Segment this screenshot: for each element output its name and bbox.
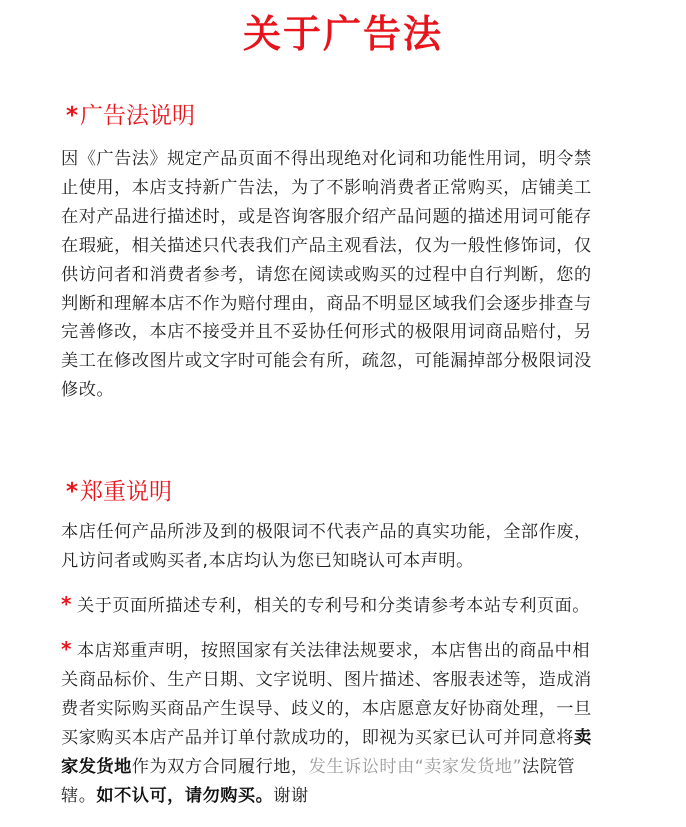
bold-seller-text: 卖	[573, 727, 592, 748]
solemn-heading	[66, 477, 172, 507]
paragraph-line: 美工在修改图片或文字时可能会有所，疏忽，可能漏掉部分极限词没	[61, 351, 592, 372]
star-icon: *	[66, 479, 79, 505]
paragraph-line: 判断和理解本店不作为赔付理由，商品不明显区域我们会逐步排查与	[61, 293, 592, 314]
patent-text: 关于页面所描述专利，相关的专利号和分类请参考本站专利页面。	[77, 596, 590, 616]
ad-law-paragraph	[61, 145, 633, 405]
star-icon: *	[61, 592, 72, 616]
paragraph-line: 完善修改，本店不接受并且不妥协任何形式的极限用词商品赔付，另	[61, 322, 592, 343]
page-title: 关于广告法	[242, 12, 443, 56]
paragraph-line: 在瑕疵，相关描述只代表我们产品主观看法，仅为一般性修饰词，仅	[61, 235, 592, 256]
paragraph-line: 凡访问者或购买者,本店均认为您已知晓认可本声明。	[61, 550, 474, 571]
star-icon: *	[61, 637, 72, 661]
ad-law-heading-text: 广告法说明	[80, 103, 196, 129]
patent-note	[61, 590, 633, 621]
solemn-paragraph	[61, 518, 633, 576]
paragraph-line	[61, 753, 633, 782]
paragraph-line: 在对产品进行描述时，或是咨询客服介绍产品问题的描述用词可能存	[61, 206, 592, 227]
paragraph-line: 关商品标价、生产日期、文字说明、图片描述、客服表述等，造成消	[61, 669, 592, 690]
statement-tail-text: 法院管	[522, 756, 576, 777]
ad-law-heading	[66, 101, 195, 131]
paragraph-line: 供访问者和消费者参考，请您在阅读或购买的过程中自行判断，您的	[61, 264, 592, 285]
bold-seller-text: 家发货地	[61, 756, 132, 777]
paragraph-line	[61, 635, 633, 666]
paragraph-line	[61, 724, 633, 753]
statement-line-text: 本店郑重声明，按照国家有关法律法规要求，本店售出的商品中相	[77, 641, 590, 661]
paragraph-line	[61, 782, 633, 811]
paragraph-line: 本店任何产品所涉及到的极限词不代表产品的真实功能，全部作废，	[61, 522, 592, 542]
solemn-heading-text: 郑重说明	[80, 479, 173, 505]
statement-start-text: 辖。	[61, 785, 97, 806]
paragraph-line: 因《广告法》规定产品页面不得出现绝对化词和功能性用词，明令禁	[61, 149, 592, 169]
patent-line	[61, 590, 633, 621]
star-icon: *	[66, 103, 79, 129]
statement-mid-text: 作为双方合同履行地，	[131, 756, 309, 777]
statement-paragraph	[61, 635, 633, 810]
statement-line-text: 买家购买本店产品并订单付款成功的，即视为买家已认可并同意将	[61, 727, 574, 748]
watermark-text: 发生诉讼时由“卖家发货地”	[308, 756, 523, 777]
paragraph-line: 止使用，本店支持新广告法，为了不影响消费者正常购买，店铺美工	[61, 177, 592, 198]
paragraph-line: 修改。	[61, 380, 115, 401]
bold-warning-text: 如不认可，请勿购买。	[96, 785, 274, 806]
statement-end-text: 谢谢	[273, 785, 309, 806]
paragraph-line: 费者实际购买商品产生误导、歧义的，本店愿意友好协商处理，一旦	[61, 698, 592, 719]
